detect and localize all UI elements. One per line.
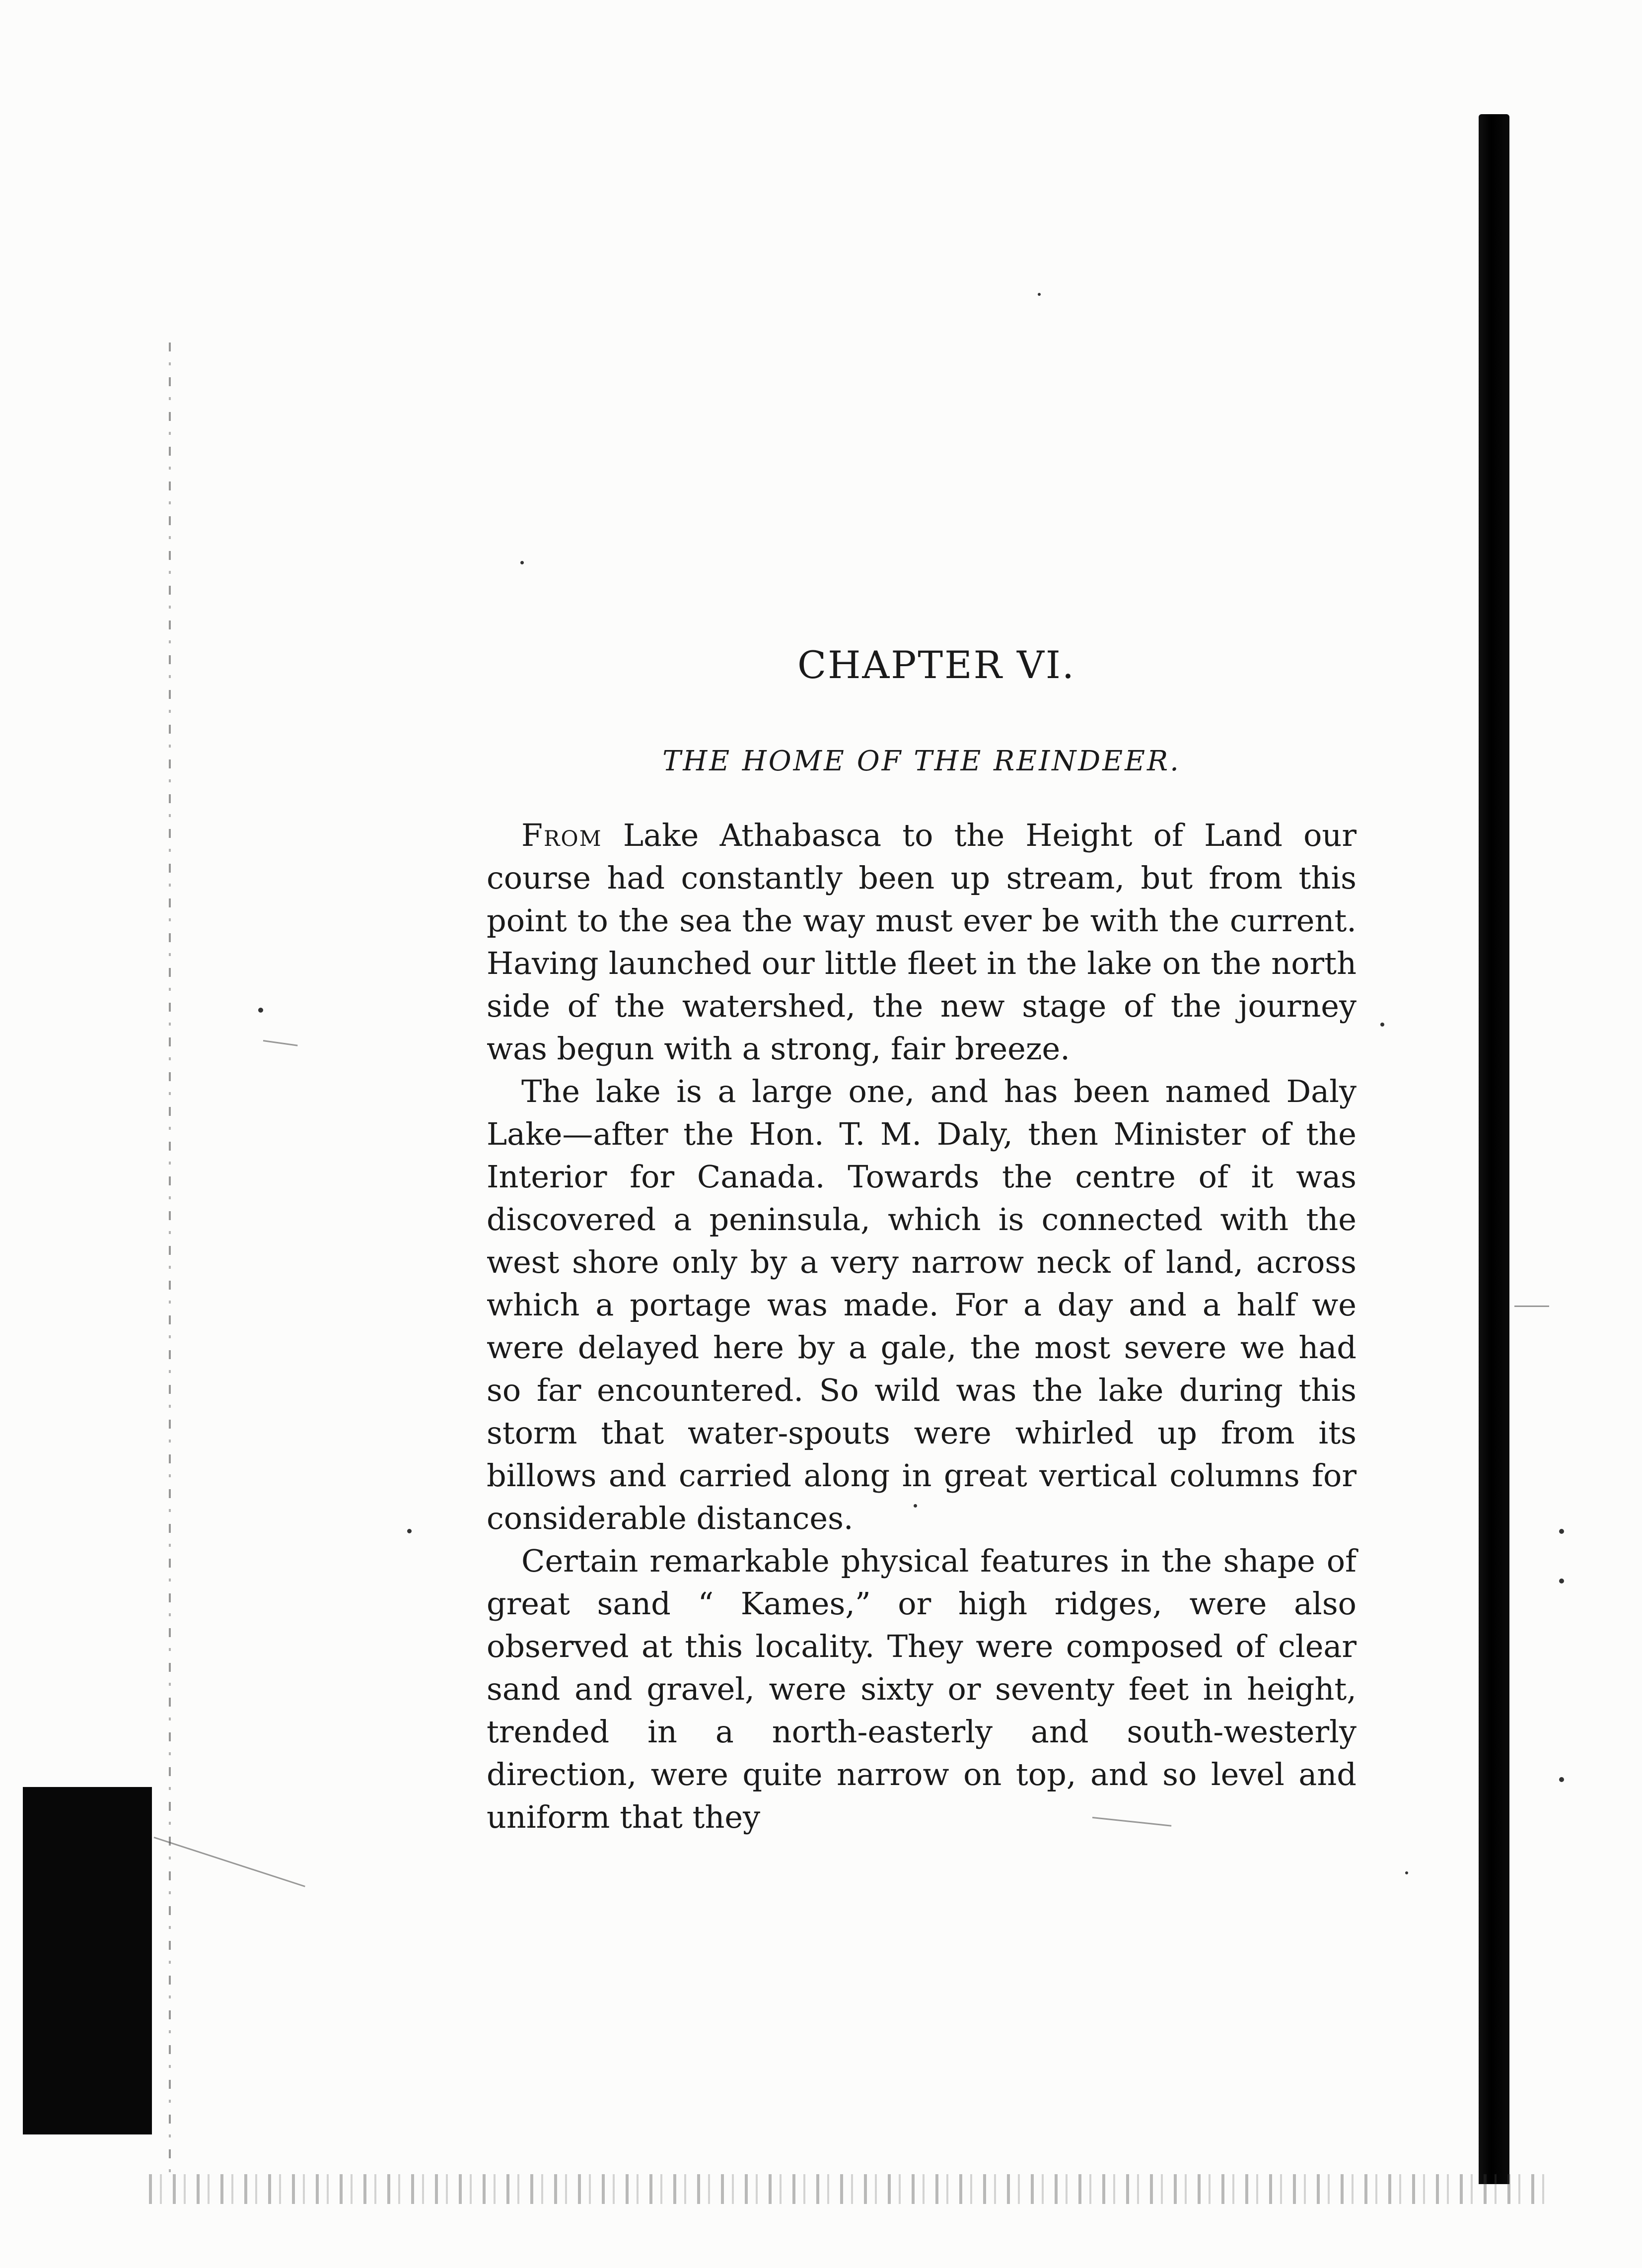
paragraph-2: The lake is a large one, and has been named Daly Lake—after the Hon. T. M. Daly, then Minister of the Interior for Canada. Towards the centre of it was discovered a peninsula, which is connected with the west shore only by a very narrow neck of land, across which a portage was made. For a day and a half we were delayed here by a gale, the most severe we had so far encountered. So wild was the lake during this storm that water-spouts were whirled up from its billows and carried along in great vertical columns for considerable distances.: [487, 1073, 1356, 1536]
chapter-title: THE HOME OF THE REINDEER.: [662, 745, 1181, 777]
scan-speck: [1559, 1529, 1564, 1534]
scan-speck: [258, 1008, 263, 1013]
left-scan-edge: [169, 343, 171, 2179]
margin-stroke: [154, 1837, 305, 1887]
scan-speck: [1559, 1579, 1564, 1583]
scan-speck: [520, 561, 524, 564]
margin-stroke: [263, 1040, 298, 1046]
scan-dark-block: [23, 1787, 152, 2134]
paragraph-lead-word: From: [521, 817, 602, 853]
paragraph-1: [487, 814, 1356, 1070]
scan-speck: [1380, 1023, 1384, 1027]
chapter-heading: CHAPTER VI.: [797, 643, 1076, 687]
scan-speck: [1559, 1777, 1564, 1782]
scan-speck: [1405, 1871, 1408, 1874]
scan-speck: [407, 1529, 412, 1533]
page-text: [487, 640, 1356, 1839]
paragraph-3: Certain remarkable physical features in the shape of great sand “ Kames,” or high ridges, were also observed at this locality. They were composed of clear sand and gravel, were sixty or seventy feet in height, trended in a north-easterly and south-westerly direction, were quite narrow on top, and so level and uniform that they: [487, 1543, 1356, 1835]
margin-stroke: [1514, 1306, 1549, 1307]
bottom-scan-noise: [149, 2174, 1549, 2204]
paragraph-1-text: Lake Athabasca to the Height of Land our course had constantly been up stream, but from this point to the sea the way must ever be with the current. Having launched our little fleet in the lake on the north side of the watershed, the new stage of the journey was begun with a strong, fair breeze.: [487, 817, 1356, 1067]
scan-speck: [1038, 293, 1041, 296]
binding-shadow: [1479, 114, 1509, 2184]
